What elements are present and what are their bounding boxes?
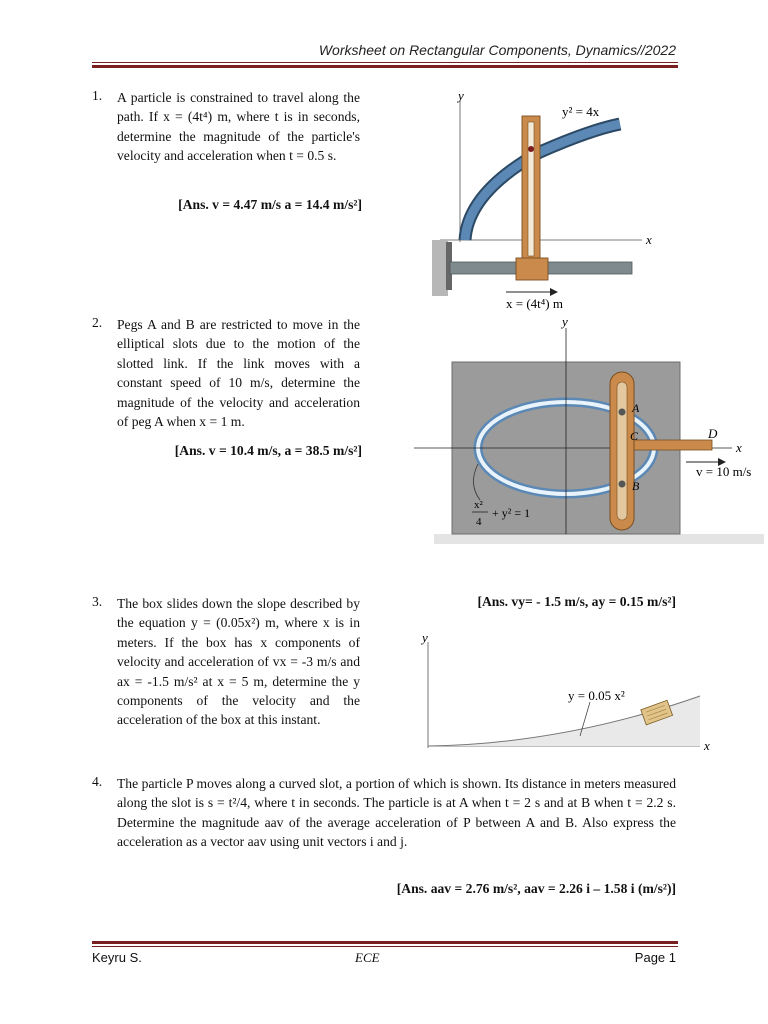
header-rule-thick (92, 65, 678, 68)
fig2-eq-denominator: 4 (476, 516, 482, 528)
fig2-y-label: y (562, 314, 568, 329)
fig2-eq-rest: + y² = 1 (492, 506, 531, 520)
fig2-eq-numerator: x² (474, 499, 483, 511)
question-4-answer: [Ans. aav = 2.76 m/s², aav = 2.26 i – 1.58 i (m/s²)] (396, 881, 676, 896)
footer-dept: ECE (355, 950, 380, 965)
question-4-number: 4. (92, 774, 103, 789)
fig3-x-label: x (704, 738, 710, 753)
footer-author: Keyru S. (92, 950, 142, 965)
figure-3 (414, 628, 734, 761)
fig1-x-label: x (646, 232, 652, 247)
fig2-point-c: C (630, 429, 639, 443)
footer-rule-thick (92, 941, 678, 944)
fig2-point-d: D (708, 426, 718, 441)
question-3-number: 3. (92, 594, 103, 609)
question-1-answer: [Ans. v = 4.47 m/s a = 14.4 m/s²] (178, 197, 362, 212)
footer-page-number: Page 1 (634, 950, 676, 965)
question-2-text: Pegs A and B are restricted to move in the elliptical slots due to the motion of the slotted link. If the link moves with a constant speed of 10 m/s, determine the magnitude of the velocity and acceleration of peg A when x = 1 m. (117, 317, 360, 430)
fig3-curve-label: y = 0.05 x² (568, 688, 625, 703)
question-1-text: A particle is constrained to travel along the path. If x = (4t⁴) m, where t is in seconds, determine the magnitude of the particle's velocity and acceleration when t = 0.5 s. (117, 90, 360, 164)
question-1-number: 1. (92, 88, 103, 103)
question-3-answer: [Ans. vy= - 1.5 m/s, ay = 0.15 m/s²] (477, 594, 676, 609)
header-rule-thin (92, 62, 678, 63)
fig2-peg-b: B (632, 479, 640, 493)
question-3-text: The box slides down the slope described by the equation y = (0.05x²) m, where x is in meters. If the box has x components of velocity and acceleration of vx = -3 m/s and ax = -1.5 m/s² at x = 5 m, determine the y components of the velocity and the acceleration of the box at this instant. (117, 596, 360, 728)
figure-2 (414, 314, 768, 551)
fig2-speed-label: v = 10 m/s (696, 464, 752, 479)
fig3-y-label: y (422, 630, 428, 645)
fig2-peg-a: A (632, 401, 640, 415)
fig1-curve-label: y² = 4x (562, 104, 600, 119)
question-4-text: The particle P moves along a curved slot, a portion of which is shown. Its distance in meters measured along the slot is s = t²/4, where t in seconds. The particle is at A when t = 2 s and at B when t = 2.2 s. Determine the magnitude aav of the average acceleration of P between A and B. Also express the acceleration as a vector aav using unit vectors i and j. (117, 776, 676, 850)
footer-rule-thin (92, 946, 678, 947)
figure-1 (420, 82, 680, 319)
fig2-x-label: x (736, 440, 742, 455)
fig1-y-label: y (458, 88, 464, 103)
question-2-answer: [Ans. v = 10.4 m/s, a = 38.5 m/s²] (174, 443, 362, 458)
fig1-motion-label: x = (4t⁴) m (506, 296, 563, 311)
worksheet-title: Worksheet on Rectangular Components, Dynamics//2022 (318, 42, 676, 58)
question-2-number: 2. (92, 315, 103, 330)
